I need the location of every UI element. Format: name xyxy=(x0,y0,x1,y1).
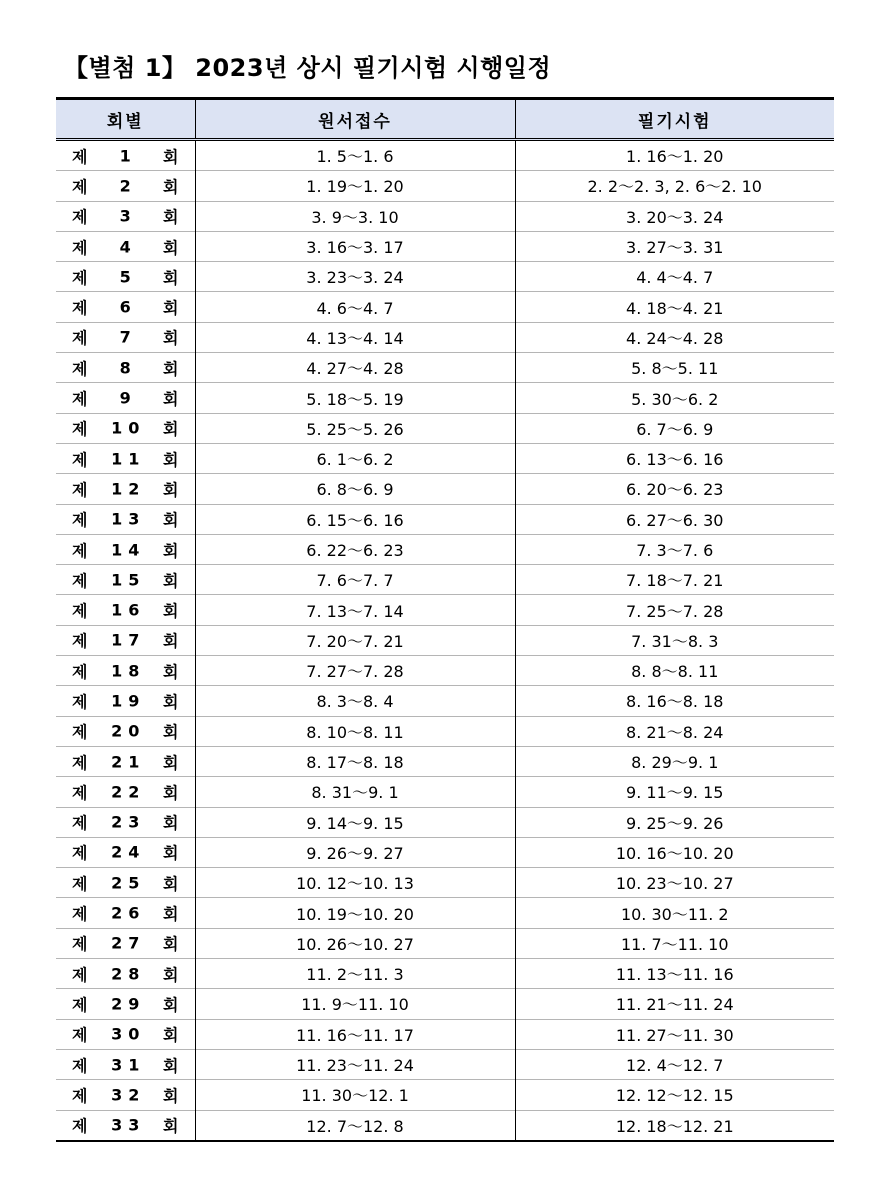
round-suffix: 회 xyxy=(163,813,179,833)
exam-period-cell: 3. 27～3. 31 xyxy=(515,231,834,261)
exam-period-cell: 1. 16～1. 20 xyxy=(515,140,834,171)
round-prefix: 제 xyxy=(72,207,88,227)
exam-period-cell: 8. 8～8. 11 xyxy=(515,656,834,686)
round-number: 13 xyxy=(111,509,146,529)
exam-period-cell: 9. 11～9. 15 xyxy=(515,777,834,807)
header-application: 원서접수 xyxy=(195,99,515,140)
round-number: 16 xyxy=(111,600,146,620)
round-suffix: 회 xyxy=(163,631,179,651)
round-prefix: 제 xyxy=(72,389,88,409)
round-suffix: 회 xyxy=(163,1025,179,1045)
round-suffix: 회 xyxy=(163,541,179,560)
round-prefix: 제 xyxy=(72,692,88,712)
round-number: 11 xyxy=(111,449,146,469)
round-number: 25 xyxy=(111,873,146,893)
application-period-cell: 4. 27～4. 28 xyxy=(195,353,515,383)
exam-period-cell: 11. 7～11. 10 xyxy=(515,928,834,958)
round-suffix: 회 xyxy=(163,207,179,227)
round-suffix: 회 xyxy=(163,934,179,954)
round-prefix: 제 xyxy=(72,571,88,591)
header-round: 회별 xyxy=(56,99,195,140)
exam-period-cell: 3. 20～3. 24 xyxy=(515,201,834,231)
exam-period-cell: 8. 16～8. 18 xyxy=(515,686,834,716)
round-cell xyxy=(56,1080,195,1110)
round-prefix: 제 xyxy=(72,995,88,1015)
round-number: 21 xyxy=(111,752,146,772)
application-period-cell: 9. 26～9. 27 xyxy=(195,837,515,867)
round-cell xyxy=(56,565,195,595)
table-row xyxy=(56,383,834,413)
round-prefix: 제 xyxy=(72,874,88,894)
round-number: 29 xyxy=(111,994,146,1014)
round-number: 3 xyxy=(119,206,137,226)
round-prefix: 제 xyxy=(72,904,88,924)
table-header-row xyxy=(56,99,834,140)
application-period-cell: 3. 9～3. 10 xyxy=(195,201,515,231)
round-number: 7 xyxy=(119,327,137,347)
table-row xyxy=(56,565,834,595)
round-cell xyxy=(56,1110,195,1141)
round-suffix: 회 xyxy=(163,238,179,258)
application-period-cell: 7. 20～7. 21 xyxy=(195,625,515,655)
exam-period-cell: 4. 24～4. 28 xyxy=(515,322,834,352)
table-row xyxy=(56,1110,834,1141)
round-prefix: 제 xyxy=(72,177,88,197)
round-suffix: 회 xyxy=(163,510,179,530)
round-cell xyxy=(56,413,195,443)
application-period-cell: 1. 5～1. 6 xyxy=(195,140,515,171)
round-cell xyxy=(56,262,195,292)
round-prefix: 제 xyxy=(72,1056,88,1076)
table-row xyxy=(56,504,834,534)
table-row xyxy=(56,746,834,776)
round-suffix: 회 xyxy=(163,1116,179,1136)
round-prefix: 제 xyxy=(72,510,88,530)
table-row xyxy=(56,928,834,958)
round-number: 10 xyxy=(111,418,146,438)
table-row xyxy=(56,625,834,655)
table-row xyxy=(56,716,834,746)
round-prefix: 제 xyxy=(72,298,88,318)
application-period-cell: 10. 26～10. 27 xyxy=(195,928,515,958)
application-period-cell: 8. 3～8. 4 xyxy=(195,686,515,716)
round-cell xyxy=(56,686,195,716)
exam-period-cell: 12. 4～12. 7 xyxy=(515,1049,834,1079)
table-row xyxy=(56,807,834,837)
exam-period-cell: 11. 21～11. 24 xyxy=(515,989,834,1019)
application-period-cell: 11. 2～11. 3 xyxy=(195,959,515,989)
application-period-cell: 6. 15～6. 16 xyxy=(195,504,515,534)
application-period-cell: 8. 31～9. 1 xyxy=(195,777,515,807)
exam-period-cell: 11. 13～11. 16 xyxy=(515,959,834,989)
round-prefix: 제 xyxy=(72,450,88,470)
schedule-table xyxy=(56,97,834,1142)
application-period-cell: 10. 12～10. 13 xyxy=(195,868,515,898)
round-prefix: 제 xyxy=(72,359,88,379)
round-prefix: 제 xyxy=(72,843,88,863)
application-period-cell: 6. 8～6. 9 xyxy=(195,474,515,504)
table-row xyxy=(56,898,834,928)
application-period-cell: 11. 30～12. 1 xyxy=(195,1080,515,1110)
round-prefix: 제 xyxy=(72,1116,88,1136)
application-period-cell: 11. 23～11. 24 xyxy=(195,1049,515,1079)
round-cell xyxy=(56,1019,195,1049)
round-number: 12 xyxy=(111,479,146,499)
exam-period-cell: 8. 21～8. 24 xyxy=(515,716,834,746)
round-prefix: 제 xyxy=(72,662,88,682)
exam-period-cell: 12. 18～12. 21 xyxy=(515,1110,834,1141)
round-prefix: 제 xyxy=(72,965,88,985)
round-number: 18 xyxy=(111,661,146,681)
round-suffix: 회 xyxy=(163,965,179,985)
application-period-cell: 8. 17～8. 18 xyxy=(195,746,515,776)
exam-period-cell: 5. 30～6. 2 xyxy=(515,383,834,413)
exam-period-cell: 6. 13～6. 16 xyxy=(515,443,834,473)
application-period-cell: 3. 16～3. 17 xyxy=(195,231,515,261)
exam-period-cell: 5. 8～5. 11 xyxy=(515,353,834,383)
table-row xyxy=(56,989,834,1019)
round-prefix: 제 xyxy=(72,268,88,288)
round-prefix: 제 xyxy=(72,147,88,167)
application-period-cell: 5. 25～5. 26 xyxy=(195,413,515,443)
application-period-cell: 12. 7～12. 8 xyxy=(195,1110,515,1141)
application-period-cell: 5. 18～5. 19 xyxy=(195,383,515,413)
table-row xyxy=(56,1049,834,1079)
round-suffix: 회 xyxy=(163,1056,179,1076)
table-row xyxy=(56,959,834,989)
round-suffix: 회 xyxy=(163,601,179,621)
round-suffix: 회 xyxy=(163,783,179,803)
round-suffix: 회 xyxy=(163,328,179,348)
round-cell xyxy=(56,989,195,1019)
round-prefix: 제 xyxy=(72,419,88,439)
table-row xyxy=(56,777,834,807)
round-suffix: 회 xyxy=(163,359,179,379)
application-period-cell: 7. 27～7. 28 xyxy=(195,656,515,686)
round-number: 5 xyxy=(119,267,137,287)
table-row xyxy=(56,231,834,261)
round-cell xyxy=(56,716,195,746)
round-cell xyxy=(56,656,195,686)
exam-period-cell: 8. 29～9. 1 xyxy=(515,746,834,776)
round-cell xyxy=(56,868,195,898)
round-prefix: 제 xyxy=(72,934,88,954)
table-row xyxy=(56,413,834,443)
round-number: 24 xyxy=(111,842,146,862)
round-number: 2 xyxy=(119,176,137,196)
round-suffix: 회 xyxy=(163,480,179,500)
round-cell xyxy=(56,1049,195,1079)
round-prefix: 제 xyxy=(72,541,88,560)
exam-period-cell: 4. 18～4. 21 xyxy=(515,292,834,322)
application-period-cell: 3. 23～3. 24 xyxy=(195,262,515,292)
exam-period-cell: 6. 27～6. 30 xyxy=(515,504,834,534)
round-number: 8 xyxy=(119,358,137,378)
round-suffix: 회 xyxy=(163,268,179,288)
table-row xyxy=(56,292,834,322)
application-period-cell: 8. 10～8. 11 xyxy=(195,716,515,746)
round-prefix: 제 xyxy=(72,480,88,500)
round-number: 32 xyxy=(111,1085,146,1105)
table-row xyxy=(56,686,834,716)
table-row xyxy=(56,837,834,867)
exam-period-cell: 11. 27～11. 30 xyxy=(515,1019,834,1049)
application-period-cell: 1. 19～1. 20 xyxy=(195,171,515,201)
round-number: 17 xyxy=(111,630,146,650)
round-prefix: 제 xyxy=(72,783,88,803)
round-suffix: 회 xyxy=(163,692,179,712)
table-row xyxy=(56,353,834,383)
table-row xyxy=(56,1019,834,1049)
round-cell xyxy=(56,746,195,776)
round-number: 1 xyxy=(119,146,137,166)
round-suffix: 회 xyxy=(163,177,179,197)
round-prefix: 제 xyxy=(72,753,88,773)
round-prefix: 제 xyxy=(72,238,88,258)
round-cell xyxy=(56,474,195,504)
table-row xyxy=(56,868,834,898)
round-number: 14 xyxy=(111,540,146,559)
table-row xyxy=(56,140,834,171)
round-suffix: 회 xyxy=(163,147,179,167)
round-number: 6 xyxy=(119,297,137,317)
round-number: 23 xyxy=(111,812,146,832)
round-cell xyxy=(56,504,195,534)
exam-period-cell: 10. 30～11. 2 xyxy=(515,898,834,928)
round-cell xyxy=(56,534,195,564)
exam-period-cell: 2. 2～2. 3, 2. 6～2. 10 xyxy=(515,171,834,201)
round-number: 33 xyxy=(111,1115,146,1135)
application-period-cell: 6. 1～6. 2 xyxy=(195,443,515,473)
round-cell xyxy=(56,625,195,655)
round-prefix: 제 xyxy=(72,328,88,348)
round-number: 31 xyxy=(111,1055,146,1075)
exam-period-cell: 7. 18～7. 21 xyxy=(515,565,834,595)
round-suffix: 회 xyxy=(163,843,179,863)
round-number: 4 xyxy=(119,237,137,257)
round-number: 28 xyxy=(111,964,146,984)
round-cell xyxy=(56,928,195,958)
table-row xyxy=(56,534,834,564)
table-row xyxy=(56,322,834,352)
application-period-cell: 11. 9～11. 10 xyxy=(195,989,515,1019)
round-cell xyxy=(56,443,195,473)
table-row xyxy=(56,201,834,231)
exam-period-cell: 9. 25～9. 26 xyxy=(515,807,834,837)
table-row xyxy=(56,656,834,686)
round-prefix: 제 xyxy=(72,722,88,742)
application-period-cell: 9. 14～9. 15 xyxy=(195,807,515,837)
header-written-exam: 필기시험 xyxy=(515,99,834,140)
table-body xyxy=(56,140,834,1141)
round-number: 26 xyxy=(111,903,146,923)
round-number: 15 xyxy=(111,570,146,590)
round-cell xyxy=(56,898,195,928)
round-number: 19 xyxy=(111,691,146,711)
round-suffix: 회 xyxy=(163,662,179,682)
round-suffix: 회 xyxy=(163,874,179,894)
exam-period-cell: 12. 12～12. 15 xyxy=(515,1080,834,1110)
round-cell xyxy=(56,171,195,201)
round-suffix: 회 xyxy=(163,419,179,439)
round-cell xyxy=(56,231,195,261)
round-suffix: 회 xyxy=(163,298,179,318)
round-cell xyxy=(56,322,195,352)
table-row xyxy=(56,474,834,504)
round-cell xyxy=(56,140,195,171)
round-number: 9 xyxy=(119,388,137,408)
round-suffix: 회 xyxy=(163,753,179,773)
exam-period-cell: 10. 23～10. 27 xyxy=(515,868,834,898)
round-cell xyxy=(56,353,195,383)
round-number: 22 xyxy=(111,782,146,802)
application-period-cell: 4. 13～4. 14 xyxy=(195,322,515,352)
round-cell xyxy=(56,959,195,989)
exam-period-cell: 7. 25～7. 28 xyxy=(515,595,834,625)
round-suffix: 회 xyxy=(163,389,179,409)
application-period-cell: 10. 19～10. 20 xyxy=(195,898,515,928)
round-cell xyxy=(56,837,195,867)
round-prefix: 제 xyxy=(72,601,88,621)
round-cell xyxy=(56,292,195,322)
exam-period-cell: 7. 31～8. 3 xyxy=(515,625,834,655)
round-prefix: 제 xyxy=(72,1086,88,1106)
round-suffix: 회 xyxy=(163,450,179,470)
exam-period-cell: 7. 3～7. 6 xyxy=(515,534,834,564)
round-prefix: 제 xyxy=(72,1025,88,1045)
round-cell xyxy=(56,595,195,625)
round-number: 27 xyxy=(111,933,146,953)
round-suffix: 회 xyxy=(163,571,179,591)
exam-period-cell: 10. 16～10. 20 xyxy=(515,837,834,867)
table-row xyxy=(56,171,834,201)
application-period-cell: 7. 13～7. 14 xyxy=(195,595,515,625)
round-number: 20 xyxy=(111,721,146,741)
round-prefix: 제 xyxy=(72,813,88,833)
table-row xyxy=(56,262,834,292)
exam-period-cell: 6. 7～6. 9 xyxy=(515,413,834,443)
exam-period-cell: 4. 4～4. 7 xyxy=(515,262,834,292)
round-cell xyxy=(56,777,195,807)
table-row xyxy=(56,443,834,473)
round-suffix: 회 xyxy=(163,1086,179,1106)
round-suffix: 회 xyxy=(163,904,179,924)
application-period-cell: 6. 22～6. 23 xyxy=(195,534,515,564)
round-suffix: 회 xyxy=(163,995,179,1015)
application-period-cell: 4. 6～4. 7 xyxy=(195,292,515,322)
round-number: 30 xyxy=(111,1024,146,1044)
round-cell xyxy=(56,383,195,413)
page-title: 【별첨 1】 2023년 상시 필기시험 시행일정 xyxy=(64,54,552,82)
round-prefix: 제 xyxy=(72,631,88,651)
round-suffix: 회 xyxy=(163,722,179,742)
exam-period-cell: 6. 20～6. 23 xyxy=(515,474,834,504)
round-cell xyxy=(56,807,195,837)
round-cell xyxy=(56,201,195,231)
application-period-cell: 7. 6～7. 7 xyxy=(195,565,515,595)
table-row xyxy=(56,1080,834,1110)
application-period-cell: 11. 16～11. 17 xyxy=(195,1019,515,1049)
table-row xyxy=(56,595,834,625)
